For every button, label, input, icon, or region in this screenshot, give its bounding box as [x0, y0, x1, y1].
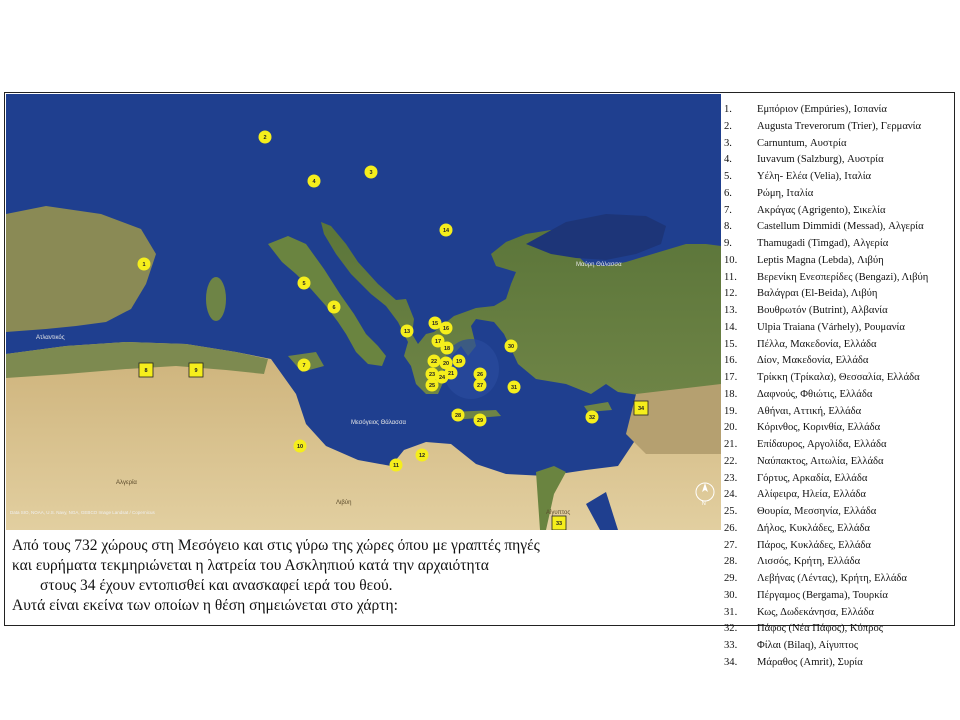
- legend-number: 23.: [724, 472, 738, 484]
- legend-site-name: Leptis Magna (Lebda), Λιβύη: [757, 254, 884, 266]
- legend-number: 20.: [724, 422, 738, 434]
- site-marker-number: 26: [476, 372, 484, 378]
- legend-number: 14.: [724, 321, 738, 333]
- site-marker-number: 28: [454, 413, 462, 419]
- legend-number: 32.: [724, 623, 738, 635]
- site-marker-number: 12: [418, 453, 426, 459]
- legend-site-name: Πέλλα, Μακεδονία, Ελλάδα: [757, 338, 877, 350]
- legend-number: 1.: [724, 104, 732, 115]
- site-marker: [401, 325, 414, 338]
- legend-site-name: Δίον, Μακεδονία, Ελλάδα: [757, 355, 869, 367]
- label-algeria: Αλγερία: [116, 480, 137, 486]
- site-marker-number: 30: [507, 344, 515, 350]
- site-marker: [634, 401, 648, 415]
- island-sardinia: [206, 277, 226, 321]
- legend-number: 24.: [724, 489, 738, 501]
- legend-site-name: Augusta Treverorum (Trier), Γερμανία: [757, 120, 922, 132]
- site-marker-number: 5: [302, 281, 306, 287]
- site-marker-number: 29: [476, 418, 484, 424]
- site-marker-number: 16: [442, 326, 450, 332]
- legend-site-name: Ulpia Traiana (Várhely), Ρουμανία: [757, 321, 905, 333]
- legend-site-name: Βουθρωτόν (Butrint), Αλβανία: [757, 305, 888, 316]
- legend-number: 28.: [724, 556, 738, 568]
- legend-item: [724, 253, 952, 270]
- legend-number: 10.: [724, 254, 738, 266]
- site-marker: [328, 301, 341, 314]
- legend-number: 9.: [724, 238, 732, 249]
- legend-site-name: Κόρινθος, Κορινθία, Ελλάδα: [757, 422, 881, 434]
- site-marker-number: 9: [194, 368, 198, 374]
- legend-item: [724, 353, 952, 370]
- legend-item: [724, 370, 952, 387]
- legend-site-name: Ναύπακτος, Αιτωλία, Ελλάδα: [757, 455, 884, 467]
- site-marker-number: 2: [263, 135, 267, 141]
- legend-number: 16.: [724, 355, 738, 367]
- legend-site-name: Πάρος, Κυκλάδες, Ελλάδα: [757, 539, 871, 551]
- legend-number: 5.: [724, 171, 732, 182]
- legend-number: 26.: [724, 522, 738, 534]
- site-marker-number: 20: [442, 361, 450, 367]
- site-marker: [505, 340, 518, 353]
- site-marker: [440, 322, 453, 335]
- legend-number: 18.: [724, 388, 738, 400]
- legend-site-name: Μάραθος (Amrit), Συρία: [757, 656, 863, 668]
- site-marker-number: 25: [428, 383, 436, 389]
- site-marker-number: 21: [447, 371, 455, 377]
- legend-site-name: Υέλη- Ελέα (Velia), Ιταλία: [757, 171, 872, 182]
- caption: [12, 536, 712, 616]
- site-marker: [440, 224, 453, 237]
- legend-number: 17.: [724, 372, 738, 383]
- legend-number: 21.: [724, 439, 738, 450]
- label-mediterranean: Μεσόγειος Θάλασσα: [351, 420, 407, 426]
- site-marker: [139, 363, 153, 377]
- site-marker: [474, 414, 487, 427]
- legend-item: [724, 286, 952, 303]
- site-marker-number: 6: [332, 305, 336, 311]
- legend-item: [724, 404, 952, 421]
- legend-site-name: Δαφνούς, Φθιώτις, Ελλάδα: [757, 388, 873, 400]
- site-marker-number: 11: [393, 463, 399, 469]
- legend-site-name: Ακράγας (Agrigento), Σικελία: [757, 204, 886, 216]
- site-marker: [390, 459, 403, 472]
- site-marker-number: 17: [434, 339, 442, 345]
- legend-site-name: Λισσός, Κρήτη, Ελλάδα: [757, 556, 861, 568]
- legend-item: [724, 521, 952, 538]
- legend-item: [724, 203, 952, 220]
- site-marker-number: 1: [142, 262, 146, 268]
- site-marker-number: 33: [555, 521, 563, 527]
- site-marker-number: 8: [144, 368, 148, 374]
- legend-site-name: Λεβήνας (Λέντας), Κρήτη, Ελλάδα: [757, 573, 907, 584]
- site-marker: [308, 175, 321, 188]
- legend-item: [724, 571, 952, 588]
- legend-number: 13.: [724, 305, 738, 316]
- site-marker-number: 24: [438, 375, 446, 381]
- legend-item: [724, 136, 952, 153]
- legend-item: [724, 387, 952, 404]
- site-marker-number: 32: [588, 415, 596, 421]
- legend-item: [724, 219, 952, 236]
- legend-site-name: Πάφος (Νέα Πάφος), Κύπρος: [757, 623, 883, 635]
- site-marker: [452, 409, 465, 422]
- caption-line-1: Από τους 732 χώρους στη Μεσόγειο και στις γύρω της χώρες όπου με γραπτές πηγές: [12, 537, 540, 554]
- sites-legend: [724, 102, 952, 672]
- label-atlantic: Ατλαντικός: [36, 335, 65, 341]
- legend-item: [724, 169, 952, 186]
- legend-number: 4.: [724, 154, 732, 166]
- site-marker-number: 27: [476, 383, 484, 389]
- site-marker: [453, 355, 466, 368]
- site-marker: [138, 258, 151, 271]
- legend-number: 11.: [724, 271, 737, 283]
- legend-item: [724, 538, 952, 555]
- legend-item: [724, 102, 952, 119]
- site-marker: [508, 381, 521, 394]
- legend-item: [724, 236, 952, 253]
- site-marker: [586, 411, 599, 424]
- legend-number: 27.: [724, 539, 738, 551]
- legend-number: 3.: [724, 137, 732, 149]
- legend-number: 2.: [724, 120, 732, 132]
- site-marker-number: 19: [455, 359, 463, 365]
- legend-item: [724, 471, 952, 488]
- site-marker: [441, 342, 454, 355]
- site-marker: [294, 440, 307, 453]
- site-marker-number: 10: [296, 444, 304, 450]
- legend-item: [724, 337, 952, 354]
- legend-item: [724, 655, 952, 672]
- legend-item: [724, 186, 952, 203]
- site-marker-number: 14: [442, 228, 450, 234]
- caption-line-4: Αυτά είναι εκείνα των οποίων η θέση σημειώνεται στο χάρτη:: [12, 597, 398, 614]
- legend-site-name: Iuvavum (Salzburg), Αυστρία: [757, 154, 884, 166]
- legend-site-name: Φίλαι (Bilaq), Αίγυπτος: [757, 640, 859, 651]
- svg-text:N: N: [701, 501, 706, 507]
- label-egypt: Αίγυπτος: [546, 510, 571, 516]
- site-marker-number: 4: [312, 179, 316, 185]
- site-marker-number: 23: [428, 372, 436, 378]
- legend-site-name: Κως, Δωδεκάνησα, Ελλάδα: [757, 606, 874, 618]
- legend-number: 30.: [724, 589, 738, 601]
- site-marker: [365, 166, 378, 179]
- legend-item: [724, 638, 952, 655]
- legend-site-name: Ρώμη, Ιταλία: [757, 187, 814, 199]
- legend-site-name: Castellum Dimmidi (Messad), Αλγερία: [757, 221, 924, 233]
- legend-number: 19.: [724, 405, 738, 417]
- legend-site-name: Τρίκκη (Τρίκαλα), Θεσσαλία, Ελλάδα: [757, 372, 920, 383]
- legend-number: 33.: [724, 640, 738, 651]
- site-marker-number: 31: [510, 385, 518, 391]
- site-marker: [259, 131, 272, 144]
- legend-site-name: Επίδαυρος, Αργολίδα, Ελλάδα: [757, 439, 887, 450]
- legend-item: [724, 504, 952, 521]
- label-libya: Λιβύη: [336, 500, 352, 506]
- site-marker: [416, 449, 429, 462]
- legend-site-name: Γόρτυς, Αρκαδία, Ελλάδα: [757, 472, 868, 484]
- legend-item: [724, 554, 952, 571]
- legend-site-name: Thamugadi (Timgad), Αλγερία: [757, 238, 889, 249]
- legend-site-name: Δήλος, Κυκλάδες, Ελλάδα: [757, 522, 870, 534]
- legend-site-name: Βαλάγραι (El-Beida), Λιβύη: [757, 288, 878, 300]
- legend-number: 29.: [724, 573, 738, 584]
- site-marker-number: 13: [403, 329, 411, 335]
- legend-item: [724, 152, 952, 169]
- legend-site-name: Εμπόριον (Empúries), Ισπανία: [757, 104, 887, 115]
- legend-site-name: Αλίφειρα, Ηλεία, Ελλάδα: [757, 489, 866, 501]
- legend-site-name: Βερενίκη Ενεσπερίδες (Bengazi), Λιβύη: [757, 271, 929, 283]
- site-marker-number: 34: [637, 406, 645, 412]
- legend-site-name: Αθήναι, Αττική, Ελλάδα: [757, 405, 862, 417]
- legend-site-name: Carnuntum, Αυστρία: [757, 137, 847, 149]
- legend-number: 8.: [724, 221, 732, 233]
- legend-site-name: Πέργαμος (Bergama), Τουρκία: [757, 589, 888, 601]
- legend-item: [724, 303, 952, 320]
- site-marker: [474, 379, 487, 392]
- site-marker: [189, 363, 203, 377]
- land-levant: [626, 384, 721, 454]
- caption-line-3: στους 34 έχουν εντοπισθεί και ανασκαφεί ιερά του θεού.: [40, 577, 393, 594]
- legend-item: [724, 588, 952, 605]
- site-marker-number: 3: [369, 170, 373, 176]
- site-marker: [426, 379, 439, 392]
- legend-item: [724, 437, 952, 454]
- legend-number: 25.: [724, 506, 738, 517]
- site-marker: [428, 355, 441, 368]
- legend-item: [724, 420, 952, 437]
- legend-number: 15.: [724, 338, 738, 350]
- site-marker-number: 15: [431, 321, 439, 327]
- label-black-sea: Μαύρη Θάλασσα: [576, 262, 622, 268]
- legend-number: 31.: [724, 606, 738, 618]
- legend-number: 7.: [724, 204, 732, 216]
- legend-number: 34.: [724, 656, 738, 668]
- legend-item: [724, 621, 952, 638]
- legend-number: 12.: [724, 288, 738, 300]
- legend-item: [724, 605, 952, 622]
- legend-item: [724, 320, 952, 337]
- legend-item: [724, 270, 952, 287]
- legend-number: 6.: [724, 187, 732, 199]
- site-marker-number: 18: [443, 346, 451, 352]
- site-marker: [552, 516, 566, 530]
- mediterranean-map: [6, 94, 721, 530]
- caption-line-2: και ευρήματα τεκμηριώνεται η λατρεία του Ασκληπιού κατά την αρχαιότητα: [12, 557, 489, 574]
- legend-item: [724, 119, 952, 136]
- legend-item: [724, 487, 952, 504]
- legend-item: [724, 454, 952, 471]
- legend-number: 22.: [724, 455, 738, 467]
- map-attribution: Data SIO, NOAA, U.S. Navy, NGA, GEBCO Image Landsat / Copernicus: [10, 510, 155, 515]
- site-marker-number: 22: [430, 359, 438, 365]
- site-marker-number: 7: [302, 363, 306, 369]
- site-marker: [298, 359, 311, 372]
- legend-site-name: Θουρία, Μεσσηνία, Ελλάδα: [757, 506, 877, 517]
- site-marker: [298, 277, 311, 290]
